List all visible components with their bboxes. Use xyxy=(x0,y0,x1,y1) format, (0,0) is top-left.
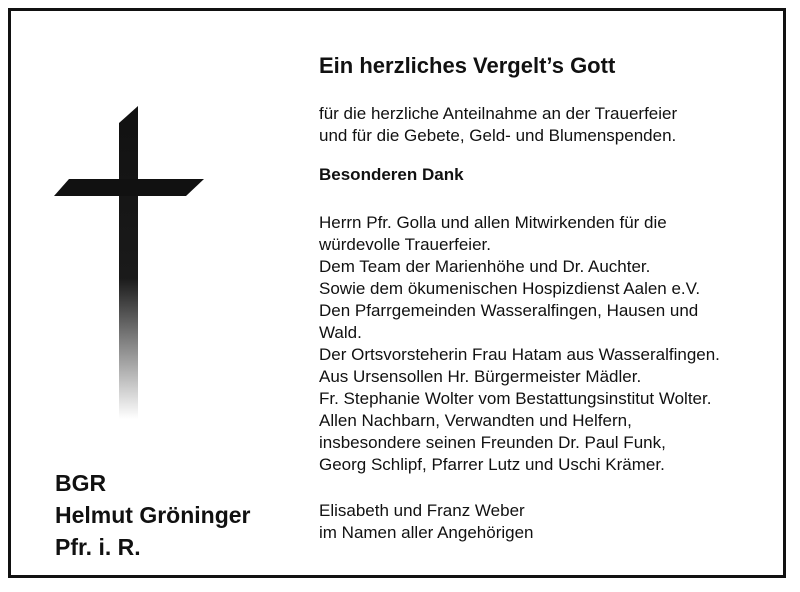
obituary-card xyxy=(8,8,786,578)
thanks-line: Aus Ursensollen Hr. Bürgermeister Mädler. xyxy=(319,367,642,386)
thanks-line: Fr. Stephanie Wolter vom Bestattungsinstitut Wolter. xyxy=(319,389,712,408)
deceased-title: BGR xyxy=(55,470,107,496)
signature xyxy=(319,500,779,544)
thanks-line: Allen Nachbarn, Verwandten und Helfern, xyxy=(319,411,632,430)
page-title: Ein herzliches Vergelt’s Gott xyxy=(319,53,616,78)
thanks-line: Den Pfarrgemeinden Wasseralfingen, Hausen und xyxy=(319,301,699,320)
cross-icon xyxy=(51,101,211,421)
thanks-line: würdevolle Trauerfeier. xyxy=(319,235,491,254)
subheading: Besonderen Dank xyxy=(319,165,464,184)
thanks-list xyxy=(319,212,779,476)
thanks-line: Wald. xyxy=(319,323,362,342)
thanks-line: Der Ortsvorsteherin Frau Hatam aus Wasseralfingen. xyxy=(319,345,720,364)
intro-line: für die herzliche Anteilnahme an der Trauerfeier xyxy=(319,104,678,123)
deceased-role: Pfr. i. R. xyxy=(55,534,141,560)
deceased-name: Helmut Gröninger xyxy=(55,502,251,528)
signature-line: Elisabeth und Franz Weber xyxy=(319,501,525,520)
intro-line: und für die Gebete, Geld- und Blumenspenden. xyxy=(319,126,677,145)
thanks-line: insbesondere seinen Freunden Dr. Paul Funk, xyxy=(319,433,666,452)
thanks-section xyxy=(319,51,779,544)
thanks-line: Sowie dem ökumenischen Hospizdienst Aalen e.V. xyxy=(319,279,701,298)
thanks-line: Herrn Pfr. Golla und allen Mitwirkenden für die xyxy=(319,213,667,232)
deceased-name-block xyxy=(55,467,251,563)
thanks-line: Georg Schlipf, Pfarrer Lutz und Uschi Krämer. xyxy=(319,455,665,474)
intro-paragraph xyxy=(319,103,779,147)
thanks-line: Dem Team der Marienhöhe und Dr. Auchter. xyxy=(319,257,651,276)
signature-line: im Namen aller Angehörigen xyxy=(319,523,534,542)
